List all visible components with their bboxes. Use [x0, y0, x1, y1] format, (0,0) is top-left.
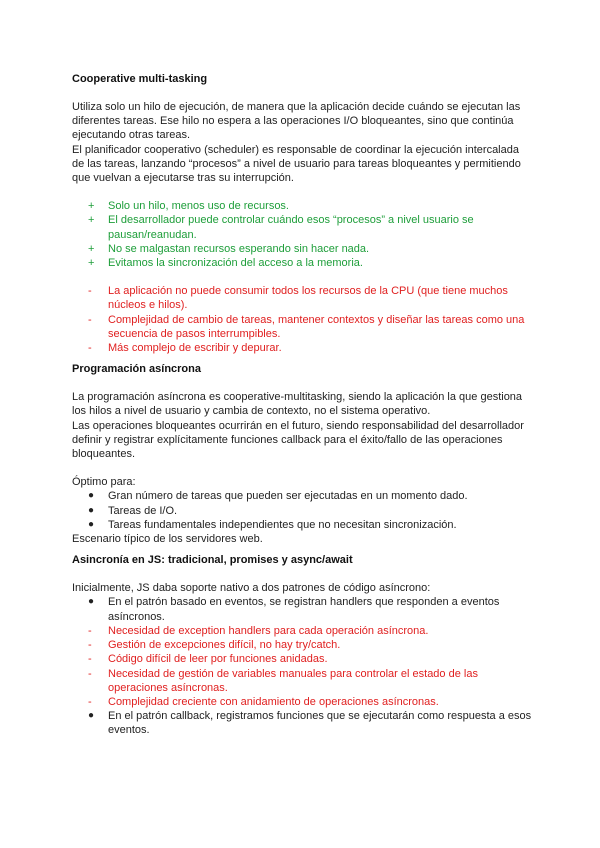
- list-item-text: Más complejo de escribir y depurar.: [108, 342, 282, 355]
- pros-list: [72, 199, 532, 270]
- plus-marker: +: [88, 242, 95, 255]
- list-item: [72, 638, 532, 652]
- minus-marker: -: [88, 285, 92, 298]
- list-item-text: No se malgastan recursos esperando sin hacer nada.: [108, 242, 370, 255]
- bullet-marker: ●: [88, 490, 95, 502]
- list-item: [72, 504, 532, 518]
- list-item-text: Código difícil de leer por funciones anidadas.: [108, 653, 328, 666]
- list-item: [72, 652, 532, 666]
- list-item: [72, 489, 532, 503]
- section-title-js-async: Asincronía en JS: tradicional, promises y async/await: [72, 554, 353, 567]
- minus-marker: -: [88, 653, 92, 666]
- minus-marker: -: [88, 639, 92, 652]
- list-item-text: Complejidad de cambio de tareas, mantener contextos y diseñar las tareas como una secuencia de pasos interrumpibles.: [108, 313, 525, 340]
- list-item: [72, 667, 532, 695]
- bullet-marker: ●: [88, 710, 95, 722]
- list-item-text: Tareas fundamentales independientes que no necesitan sincronización.: [108, 518, 457, 531]
- section-title-async: Programación asíncrona: [72, 363, 201, 376]
- paragraph: Inicialmente, JS daba soporte nativo a dos patrones de código asíncrono:: [72, 582, 431, 595]
- optimal-label: Óptimo para:: [72, 476, 136, 489]
- list-item: [72, 595, 532, 623]
- minus-marker: -: [88, 342, 92, 355]
- list-item-text: Tareas de I/O.: [108, 504, 178, 517]
- minus-marker: -: [88, 695, 92, 708]
- list-item-text: Necesidad de exception handlers para cada operación asíncrona.: [108, 624, 429, 637]
- minus-marker: -: [88, 313, 92, 326]
- paragraph: Las operaciones bloqueantes ocurrirán en el futuro, siendo responsabilidad del desarrollador definir y registrar explícitamente funciones callback para el éxito/fallo de las operaciones bloqueantes.: [72, 419, 524, 461]
- plus-marker: +: [88, 200, 95, 213]
- list-item-text: Solo un hilo, menos uso de recursos.: [108, 200, 289, 213]
- list-item: [72, 695, 532, 709]
- list-item: [72, 213, 532, 241]
- list-item: [72, 256, 532, 270]
- minus-marker: -: [88, 624, 92, 637]
- paragraph: Escenario típico de los servidores web.: [72, 533, 263, 546]
- bullet-marker: ●: [88, 518, 95, 530]
- minus-marker: -: [88, 667, 92, 680]
- list-item-text: La aplicación no puede consumir todos los recursos de la CPU (que tiene muchos núcleos e hilos).: [108, 285, 508, 312]
- document-content: [72, 72, 532, 738]
- list-item: [72, 284, 532, 312]
- bullet-marker: ●: [88, 596, 95, 608]
- list-item-text: El desarrollador puede controlar cuándo esos “procesos” a nivel usuario se pausan/reanudan.: [108, 214, 474, 241]
- plus-marker: +: [88, 214, 95, 227]
- paragraph: Utiliza solo un hilo de ejecución, de manera que la aplicación decide cuándo se ejecutan las diferentes tareas. Ese hilo no espera a las operaciones I/O bloqueantes, sino que continúa ejecutando otras tareas.: [72, 101, 521, 142]
- list-item: [72, 313, 532, 341]
- list-item-text: En el patrón callback, registramos funciones que se ejecutarán como respuesta a esos eventos.: [108, 710, 532, 737]
- paragraph: La programación asíncrona es cooperative-multitasking, siendo la aplicación la que gestiona los hilos a nivel de usuario y cambia de contexto, no el sistema operativo.: [72, 391, 523, 418]
- list-item: [72, 624, 532, 638]
- list-item-text: Necesidad de gestión de variables manuales para controlar el estado de las operaciones asíncronas.: [108, 667, 478, 694]
- list-item-text: Gran número de tareas que pueden ser ejecutadas en un momento dado.: [108, 490, 468, 503]
- cons-list: [72, 284, 532, 355]
- optimal-list: [72, 489, 532, 532]
- list-item-text: Gestión de excepciones difícil, no hay try/catch.: [108, 639, 341, 652]
- list-item: [72, 199, 532, 213]
- list-item: [72, 341, 532, 355]
- paragraph: El planificador cooperativo (scheduler) es responsable de coordinar la ejecución intercalada de las tareas, lanzando “procesos” a nivel de usuario para tareas bloqueantes y permitiendo que vuelvan a ejecutarse tras su interrupción.: [72, 143, 521, 185]
- list-item: [72, 709, 532, 737]
- section-title-cooperative: Cooperative multi-tasking: [72, 73, 208, 85]
- plus-marker: +: [88, 257, 95, 270]
- list-item: [72, 242, 532, 256]
- list-item-text: Complejidad creciente con anidamiento de operaciones asíncronas.: [108, 695, 439, 708]
- list-item-text: En el patrón basado en eventos, se registran handlers que responden a eventos asíncronos.: [108, 596, 500, 623]
- list-item-text: Evitamos la sincronización del acceso a la memoria.: [108, 257, 363, 270]
- list-item: [72, 518, 532, 532]
- bullet-marker: ●: [88, 504, 95, 516]
- js-patterns-list: [72, 595, 532, 737]
